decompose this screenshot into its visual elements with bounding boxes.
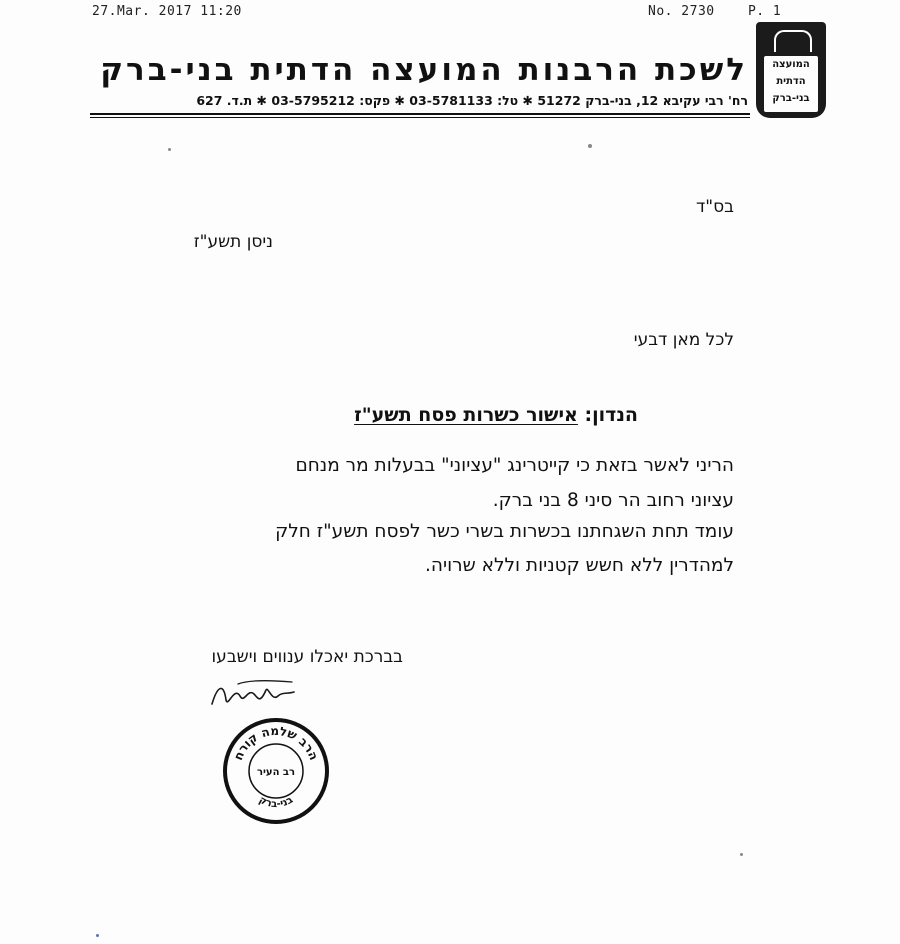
fax-timestamp: 27.Mar. 2017 11:20 — [92, 4, 242, 19]
fax-page-number — [648, 4, 781, 19]
salutation: לכל מאן דבעי — [633, 330, 734, 350]
letterhead-address: רח' רבי עקיבא 12, בני-ברק 51272 ✱ טל: 03-5781133 ✱ פקס: 03-5795212 ✱ ת.ד. 627 — [196, 93, 748, 108]
letterhead-rule-thin — [90, 117, 750, 118]
subject-text: אישור כשרות פסח תשע"ז — [354, 404, 578, 426]
letter-date: ניסן תשע"ז — [193, 232, 273, 252]
scan-speck — [740, 853, 743, 856]
logo-line-2: הדתית — [776, 76, 806, 87]
logo-book-icon — [774, 30, 812, 52]
scan-speck — [588, 144, 592, 148]
stamp-outer-text: הרב שלמה קורח — [230, 723, 322, 763]
body-line-1: הריני לאשר בזאת כי קייטרינג "עציוני" בבעלות מר מנחם — [295, 455, 734, 476]
fax-page: P. 1 — [747, 4, 782, 19]
bsd-heading: בס"ד — [696, 197, 734, 217]
body-line-4: למהדרין ללא חשש קטניות וללא שרויה. — [425, 555, 734, 576]
letterhead-rule — [90, 113, 750, 115]
handwritten-signature — [208, 674, 298, 714]
logo-line-1: המועצה — [772, 59, 810, 70]
subject-line — [354, 404, 638, 426]
body-line-2: עציוני רחוב הר סיני 8 בני ברק. — [492, 490, 734, 511]
letterhead-title: לשכת הרבנות המועצה הדתית בני-ברק — [100, 52, 748, 88]
stamp-bottom-text: בני-ברק — [256, 794, 296, 811]
logo-line-3: בני-ברק — [772, 93, 810, 104]
rabbi-stamp — [222, 717, 330, 825]
scan-speck — [168, 148, 171, 151]
logo-text — [764, 56, 818, 112]
council-logo — [756, 22, 826, 118]
fax-number: No. 2730 — [648, 4, 715, 19]
stamp-middle-text: רב העיר — [256, 767, 296, 778]
body-line-3: עומד תחת השגחתנו בכשרות בשרי כשר לפסח תשע"ז חלק — [275, 521, 734, 542]
subject-label: הנדון: — [584, 404, 638, 426]
closing-blessing: בברכת יאכלו ענווים וישבעו — [211, 647, 403, 667]
scan-speck — [96, 934, 99, 937]
svg-text:בני-ברק — [257, 795, 295, 811]
